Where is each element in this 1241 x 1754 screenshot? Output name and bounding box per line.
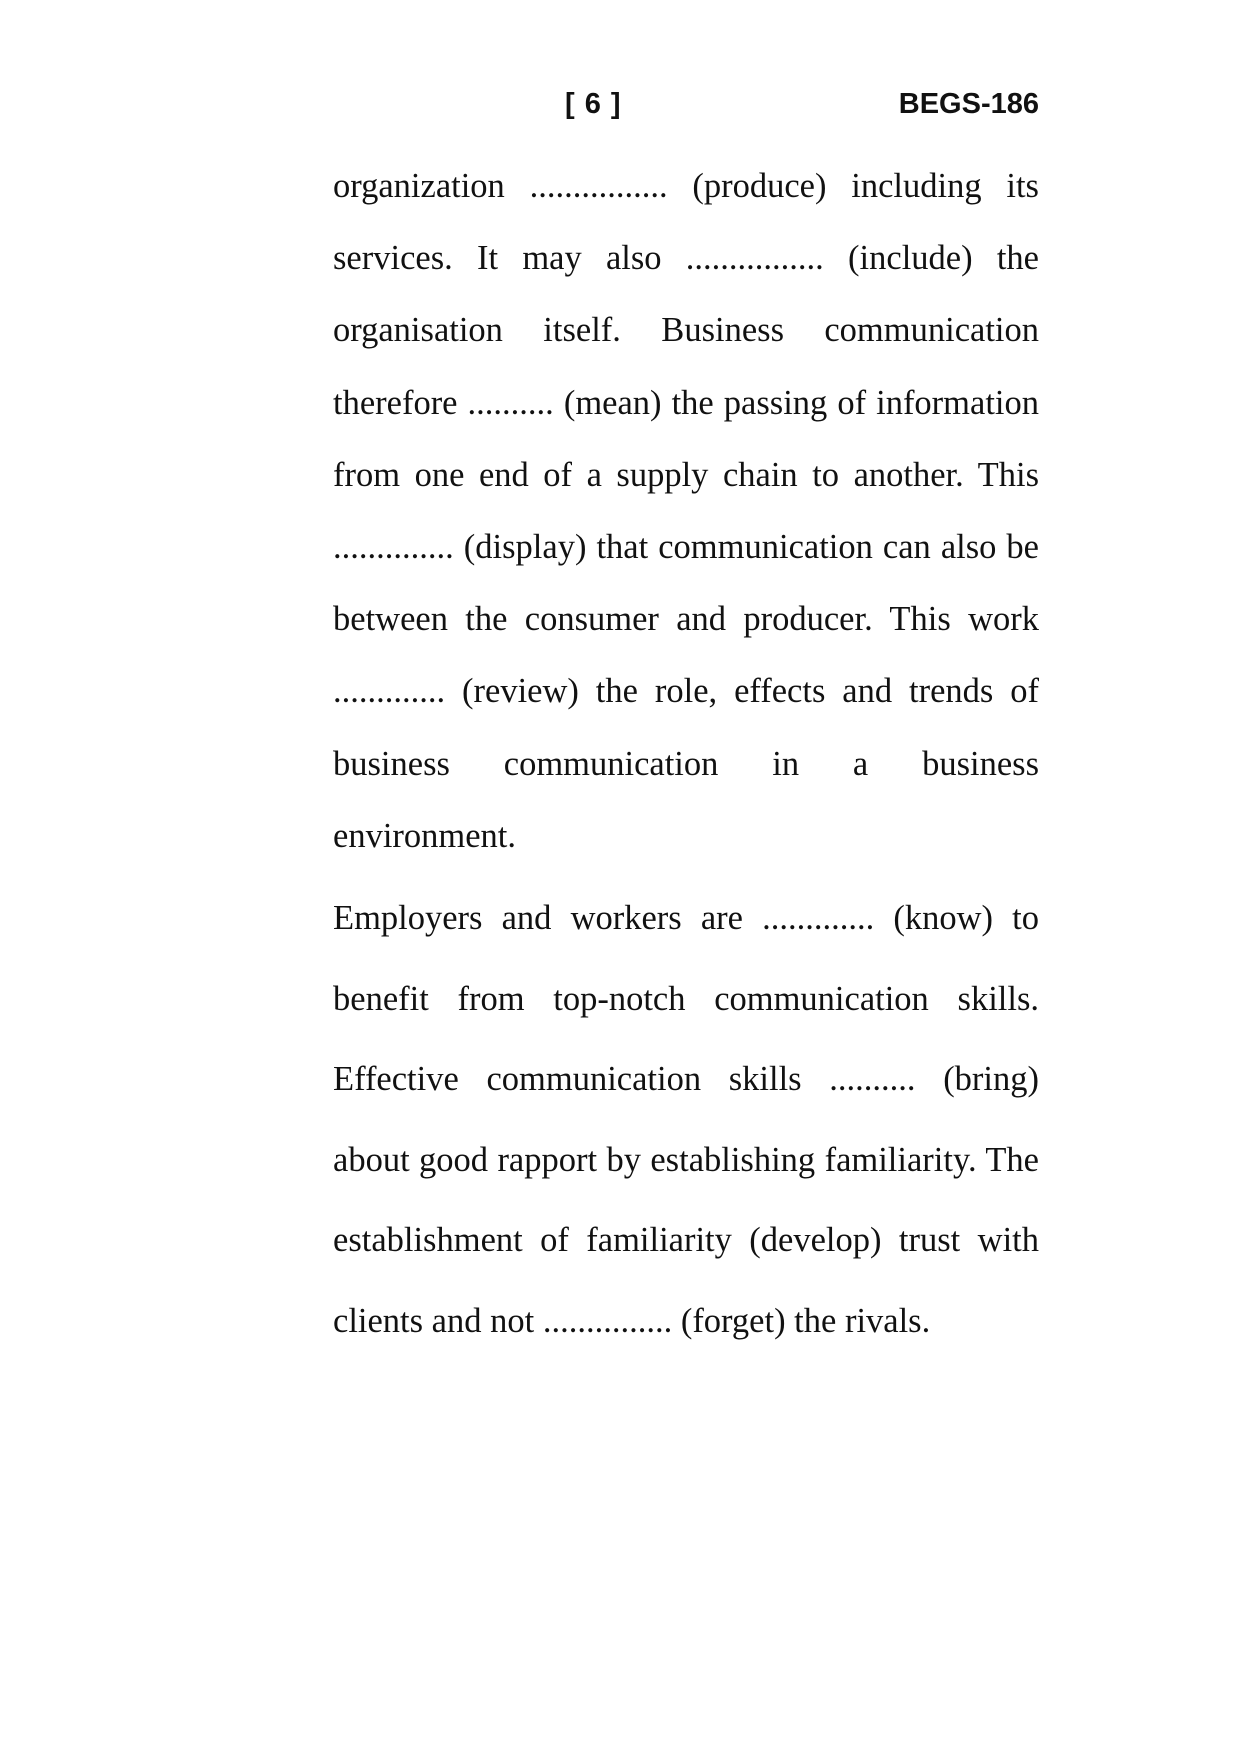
paper-code: BEGS-186: [898, 88, 1039, 120]
passage-paragraph-2: Employers and workers are ............. (know) to benefit from top-notch communication skills. Effective communication skills .......... (bring) about good rapport by establishing familiarity. The establishment of familiarity (develop) trust with clients and not ............... (forget) the rivals.: [333, 899, 1039, 1340]
page-header: [0, 88, 1241, 128]
passage: [333, 150, 1039, 1362]
passage-paragraph-1: organization ................ (produce) including its services. It may also ................ (include) the organisation itself. Business communication therefore .......... (mean) the passing of information from one end of a supply chain to another. This .............. (display) that communication can also be between the consumer and producer. This work ............. (review) the role, effects and trends of business communication in a business environment.: [333, 167, 1039, 855]
page-number: [ 6 ]: [565, 88, 622, 120]
